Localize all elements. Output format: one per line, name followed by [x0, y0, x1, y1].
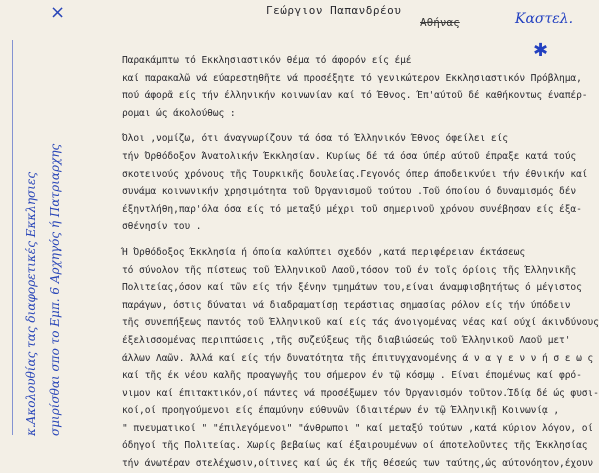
text-line: τήν άνωτέραν στελέχωσιν,οίτινες καί ώς έκ τῆς θέσεώς των ταύτης,ώς αύτονόητον,έχουν — [122, 458, 594, 470]
text-line: άλλων Λαῶν. Άλλά καί είς τήν δυνατότητα τῆς έπιτυγχανομένης ά ν α γ ε ν ν ή σ ε ω ς — [122, 352, 594, 364]
text-line: τό σύνολον τῆς πίστεως τοῦ Έλληνικοῦ Λαοῦ,τόσον τοῦ έν τοῖς όρίοις τῆς Έλληνικῆς — [122, 264, 577, 276]
document-header: Γεώργιον Παπανδρέου — [266, 4, 402, 17]
text-line: παράγων, όστις δύναται νά διαδραματίσῃ τεράστιας σημασίας ρόλον είς τήν ύπόδειν — [122, 299, 571, 311]
text-line: έξηντλήθη,παρ'όλα όσα είς τό μεταξύ μέχρι τοῦ σημερινοῦ χρόνου συνέβησαν είς έξα- — [122, 203, 582, 215]
text-line: Παρακάμπτω τό Εκκλησιαστικόν θέμα τό άφορόν είς έμέ — [122, 55, 412, 66]
text-line: καί τῆς έκ νέου καλῆς προαγωγῆς του σήμερον έν τῷ κόσμῳ . Είναι έπομένως καί φρό- — [122, 370, 582, 382]
margin-note-line: κ.Ακολουθίας τας διαφορετικές Εκκλησιες — [24, 171, 38, 436]
text-line: τήν Όρθόδοξον Άνατολικήν Έκκλησίαν. Κυρίως δέ τά όσα ύπέρ αύτοῦ έπραξε κατά τούς — [122, 150, 577, 162]
text-line: σκοτεινούς χρόνους τῆς Τουρκικῆς δουλείας.Γεγονός όπερ άποδεικνύει τήν έθνικήν καί — [122, 168, 588, 180]
text-line: Ή Όρθόδοξος Έκκλησία ή όποία καλύπτει σχεδόν ,κατά περιφέρειαν έκτάσεως — [122, 246, 525, 258]
text-line: όδηγοί τῆς Πολιτείας. Χωρίς βεβαίως καί έξαιρουμένων οί άποτελοῦντες τῆς Έκκλησίας — [122, 440, 588, 452]
text-line: τῆς συνεπήξεως παντός τοῦ Έλληνικοῦ καί είς τάς άνοιγομένας νέας καί ούχί άκινδύνους — [122, 317, 599, 329]
text-line: σθένησίν του . — [122, 221, 202, 233]
text-line: πού άφορᾶ είς τήν έλληνικήν κοινωνίαν καί τό Έθνος. Έπ'αύτοῦ δέ καθήκοντως έναπέρ- — [122, 90, 588, 102]
margin-cross-mark: × — [50, 2, 66, 23]
text-line: Όλοι ,νομίζω, ότι άναγνωρίζουν τά όσα τό Έλληνικόν Έθνος όφείλει είς — [122, 133, 508, 145]
text-line: κοί,οί προηγούμενοι είς έπαμύνην εύθυνῶν ίδιαιτέρων έν τῷ Έλληνικῇ Κοινωνίᾳ , — [122, 405, 560, 417]
struck-place-name: Αθήνας — [420, 16, 460, 29]
text-line: καί παρακαλῶ νά εύαρεστηθῆτε νά προσέξητε τό γενικώτερον Εκκλησιαστικόν Πρόβλημα, — [122, 72, 582, 84]
text-line: ρομαι ώς άκολούθως : — [122, 107, 236, 119]
margin-note-line: σμιρίσθαι σπο το Εμπ. 6 Αρχηγός ή Πατριαρχης — [48, 143, 62, 436]
handwritten-margin-note — [4, 6, 112, 436]
text-line: συνάμα κοινωνικήν χρησιμότητα τοῦ Όργανισμοῦ τούτου .Τοῦ όποίου ό δυναμισμός δέν — [122, 186, 577, 198]
text-line: έξελισσομένας περιπτώσεις ,τῆς συζεύξεως τῆς διαβιώσεώς τοῦ Έλληνικοῦ Λαοῦ μετ' — [122, 334, 571, 346]
text-line: " πνευματικοί " "έπιλεγόμενοι" "άνθρωποι " καί μεταξύ τούτων ,κατά κύριον λόγον, οί — [122, 422, 594, 434]
text-line: νιμον καί έπιτακτικόν,οί πάντες νά προσέξωμεν τόν Όργανισμόν τοῦτον.Ίδίᾳ δέ ώς φυσι- — [122, 387, 599, 399]
document-body — [122, 52, 599, 473]
asterisk-mark: ✱ — [533, 40, 549, 61]
handwritten-place: Καστελ. — [515, 11, 574, 27]
text-line: Πολιτείας,όσον καί τῶν είς τήν ξένην τμημάτων του,είναι άναμφισβητήτως ό μέγιστος — [122, 282, 582, 294]
